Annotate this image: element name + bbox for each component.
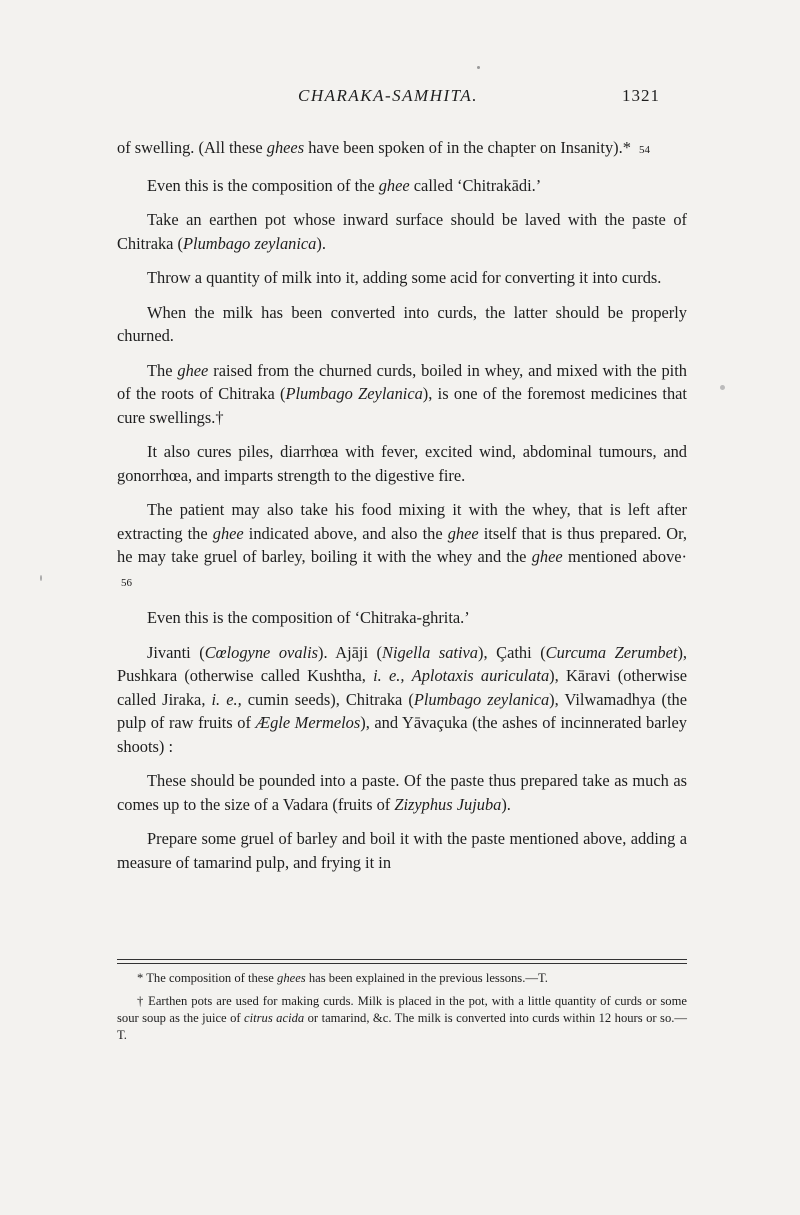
text-run: mentioned above·	[562, 547, 687, 566]
italic-term: citrus acida	[244, 1011, 305, 1025]
italic-term: ghees	[277, 971, 306, 985]
text-run: has been explained in the previous lessons.—T.	[305, 971, 548, 985]
paragraph	[117, 827, 687, 874]
italic-term: Curcuma Zerumbet	[545, 642, 678, 662]
italic-term: Plumbago zeylanica	[183, 233, 317, 253]
text-run: Throw a quantity of milk into it, adding some acid for converting it into curds.	[147, 268, 662, 287]
text-run: cumin seeds), Chitraka (	[241, 689, 414, 709]
text-run: ), and Yāvaçuka (the ashes of incinnerated barley shoots) :	[117, 713, 687, 756]
page-header	[0, 86, 800, 112]
italic-term: Zizyphus Jujuba	[394, 794, 502, 814]
paragraph	[117, 641, 687, 759]
paragraph	[117, 208, 687, 255]
text-run: Jivanti (	[147, 642, 205, 662]
text-run: ).	[501, 794, 511, 814]
running-title: CHARAKA-SAMHITA.	[298, 86, 478, 105]
text-run: * The composition of these	[137, 971, 278, 985]
footnote-separator	[117, 959, 687, 964]
italic-term: Ægle Mermelos	[255, 713, 361, 732]
paragraph	[117, 136, 687, 163]
italic-term: i. e.,	[211, 689, 242, 709]
text-run: ), is one of the foremost medicines that cure swellings.†	[117, 384, 687, 427]
text-run: Even this is the composition of the	[147, 175, 379, 195]
rule-line	[117, 963, 687, 964]
page-number: 1321	[622, 86, 660, 105]
paragraph	[117, 359, 687, 430]
text-run: ), Vilwamadhya (the pulp of raw fruits of	[117, 689, 687, 732]
text-run: ), Kāravi (otherwise called Jiraka,	[117, 666, 687, 709]
italic-term: ghee	[177, 360, 209, 380]
italic-term: Nigella sativa	[382, 642, 479, 662]
text-run: ), Pushkara (otherwise called Kushtha,	[117, 642, 688, 685]
print-speck	[40, 575, 42, 581]
body-text	[117, 136, 687, 885]
paragraph	[117, 440, 687, 487]
paragraph	[117, 498, 687, 595]
text-run: called ‘Chitrakādi.’	[409, 175, 542, 195]
text-run: ), Çathi (	[478, 642, 546, 662]
italic-term: Cœlogyne ovalis	[204, 642, 319, 662]
print-speck	[720, 385, 725, 390]
text-run: raised from the churned curds, boiled in whey, and mixed with the pith of the roots of Chitraka (	[117, 360, 687, 403]
italic-term: Plumbago zeylanica	[413, 689, 550, 709]
text-run: have been spoken of in the chapter on Insanity).*	[304, 138, 635, 157]
text-run: The	[147, 360, 178, 380]
paragraph	[117, 606, 687, 630]
text-run: Take an earthen pot whose inward surface should be laved with the paste of Chitraka (	[117, 210, 687, 253]
text-run	[404, 666, 411, 685]
italic-term: i. e.,	[373, 666, 405, 685]
verse-number: 56	[121, 576, 132, 589]
print-speck	[477, 66, 480, 69]
text-run: When the milk has been converted into curds, the latter should be properly churned.	[117, 302, 687, 345]
paragraph	[117, 266, 687, 290]
footnote	[117, 993, 687, 1044]
verse-number: 54	[639, 144, 650, 156]
italic-term: ghee	[212, 523, 244, 543]
italic-term: ghees	[266, 138, 305, 157]
rule-line	[117, 959, 687, 960]
italic-term: Plumbago Zeylanica	[285, 384, 423, 403]
text-run: ).	[316, 233, 326, 253]
text-run: Prepare some gruel of barley and boil it with the paste mentioned above, adding a measure of tamarind pulp, and frying it in	[117, 829, 687, 872]
text-run: These should be pounded into a paste. Of the paste thus prepared take as much as comes up to the size of a Vadara (fruits of	[117, 771, 687, 814]
footnote	[117, 970, 687, 987]
text-run: indicated above, and also the	[243, 523, 448, 543]
paragraph	[117, 174, 687, 198]
text-run: itself that is thus prepared. Or, he may take gruel of barley, boiling it with the whey and the	[117, 523, 687, 566]
text-run: The patient may also take his food mixing it with the whey, that is left after extracting the	[117, 500, 687, 543]
italic-term: Aplotaxis auriculata	[411, 666, 550, 685]
paragraph	[117, 769, 687, 816]
italic-term: ghee	[378, 175, 410, 195]
italic-term: ghee	[531, 547, 563, 566]
paragraph	[117, 301, 687, 348]
text-run: ). Ajāji (	[318, 642, 383, 662]
text-run: It also cures piles, diarrhœa with fever, excited wind, abdominal tumours, and gonorrhœa, and imparts strength to the digestive fire.	[117, 442, 687, 485]
text-run: Even this is the composition of ‘Chitraka-ghrita.’	[147, 608, 470, 627]
italic-term: ghee	[447, 523, 479, 543]
text-run: or tamarind, &c. The milk is converted into curds within 12 hours or so.—T.	[117, 1011, 687, 1042]
footnotes	[117, 970, 687, 1050]
text-run: of swelling. (All these	[117, 138, 267, 157]
text-run: † Earthen pots are used for making curds. Milk is placed in the pot, with a little quantity of curds or some sour soup as the juice of	[117, 994, 687, 1025]
